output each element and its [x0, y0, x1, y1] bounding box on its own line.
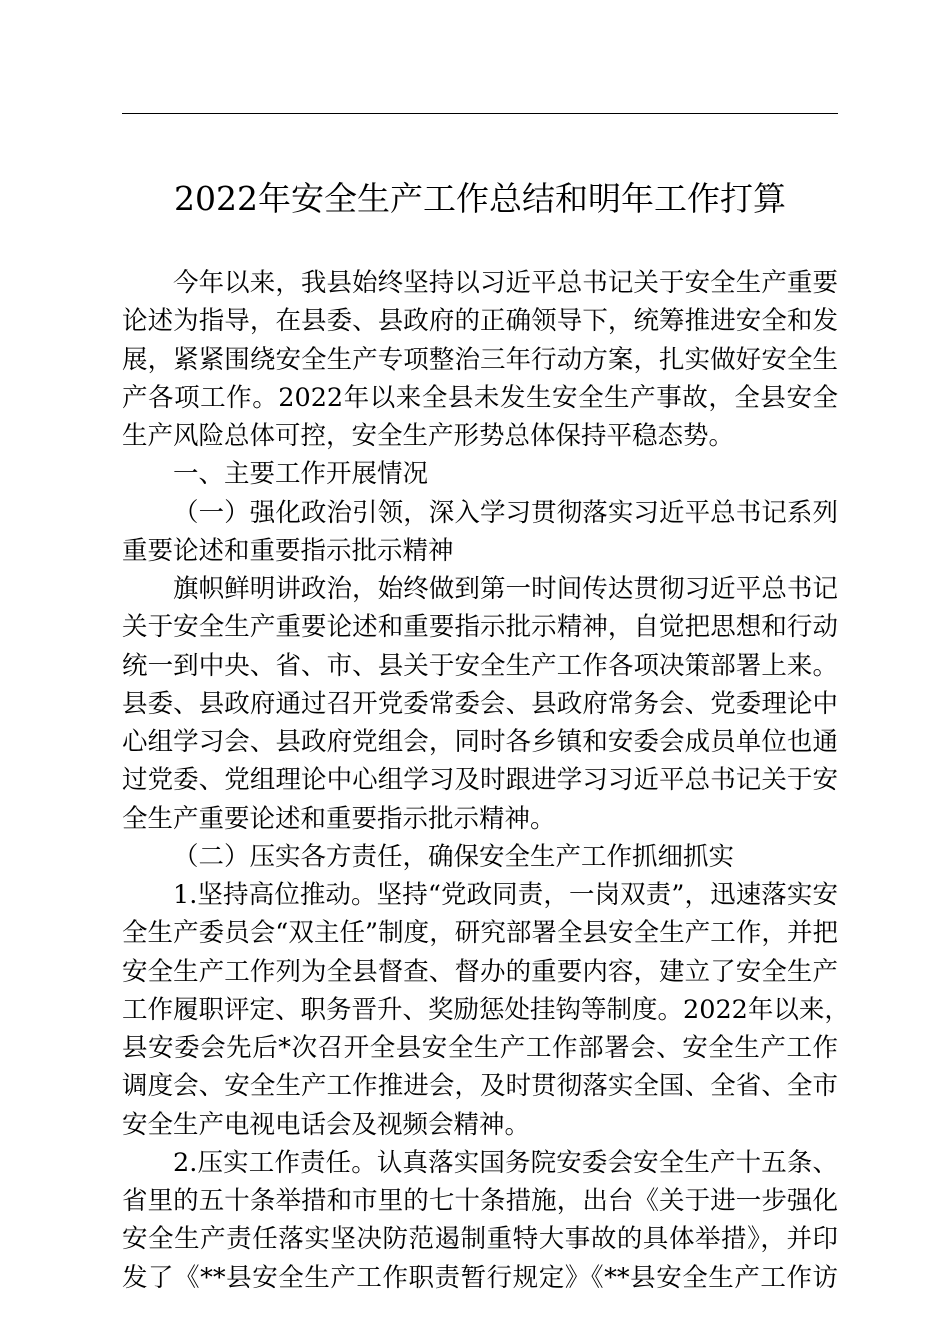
text-line: 旗帜鲜明讲政治，始终做到第一时间传达贯彻习近平总书记	[173, 574, 838, 604]
text-line: 2.压实工作责任。认真落实国务院安委会安全生产十五条、	[173, 1147, 838, 1178]
text-line: 一、主要工作开展情况	[173, 459, 429, 490]
text-line: 县安委会先后*次召开全县安全生产工作部署会、安全生产工作	[122, 1033, 838, 1063]
text-line: 重要论述和重要指示批示精神	[122, 535, 454, 566]
document-title: 2022年安全生产工作总结和明年工作打算	[174, 179, 786, 218]
text-line: 过党委、党组理论中心组学习及时跟进学习习近平总书记关于安	[122, 765, 838, 796]
text-line: 发了《**县安全生产工作职责暂行规定》《**县安全生产工作访	[122, 1262, 838, 1293]
text-line: 安全生产电视电话会及视频会精神。	[122, 1109, 531, 1140]
text-line: 生产风险总体可控，安全生产形势总体保持平稳态势。	[122, 421, 735, 451]
text-line: 省里的五十条举措和市里的七十条措施，出台《关于进一步强化	[122, 1186, 838, 1216]
text-line: （二）压实各方责任，确保安全生产工作抓细抓实	[173, 841, 735, 872]
text-line: 全生产重要论述和重要指示批示精神。	[122, 803, 556, 834]
text-line: 心组学习会、县政府党组会，同时各乡镇和安委会成员单位也通	[122, 727, 838, 757]
text-line: 展，紧紧围绕安全生产专项整治三年行动方案，扎实做好安全生	[122, 344, 838, 375]
document-body	[122, 264, 850, 1297]
text-line: 产各项工作。2022年以来全县未发生安全生产事故，全县安全	[122, 382, 838, 413]
text-line: 安全生产工作列为全县督查、督办的重要内容，建立了安全生产	[122, 956, 838, 987]
header-rule	[122, 113, 838, 114]
text-line: 县委、县政府通过召开党委常委会、县政府常务会、党委理论中	[122, 688, 838, 719]
text-line: 1.坚持高位推动。坚持“党政同责，一岗双责”，迅速落实安	[173, 880, 838, 910]
text-line: 统一到中央、省、市、县关于安全生产工作各项决策部署上来。	[122, 650, 838, 681]
text-line: 调度会、安全生产工作推进会，及时贯彻落实全国、全省、全市	[122, 1071, 838, 1102]
text-line: 论述为指导，在县委、县政府的正确领导下，统筹推进安全和发	[122, 306, 838, 337]
text-line: （一）强化政治引领，深入学习贯彻落实习近平总书记系列	[173, 497, 838, 528]
text-line: 关于安全生产重要论述和重要指示批示精神，自觉把思想和行动	[122, 612, 838, 643]
text-line: 安全生产责任落实坚决防范遏制重特大事故的具体举措》，并印	[122, 1224, 838, 1255]
text-line: 全生产委员会“双主任”制度，研究部署全县安全生产工作，并把	[122, 918, 838, 949]
text-line: 工作履职评定、职务晋升、奖励惩处挂钩等制度。2022年以来，	[122, 994, 850, 1025]
text-line: 今年以来，我县始终坚持以习近平总书记关于安全生产重要	[173, 268, 838, 298]
